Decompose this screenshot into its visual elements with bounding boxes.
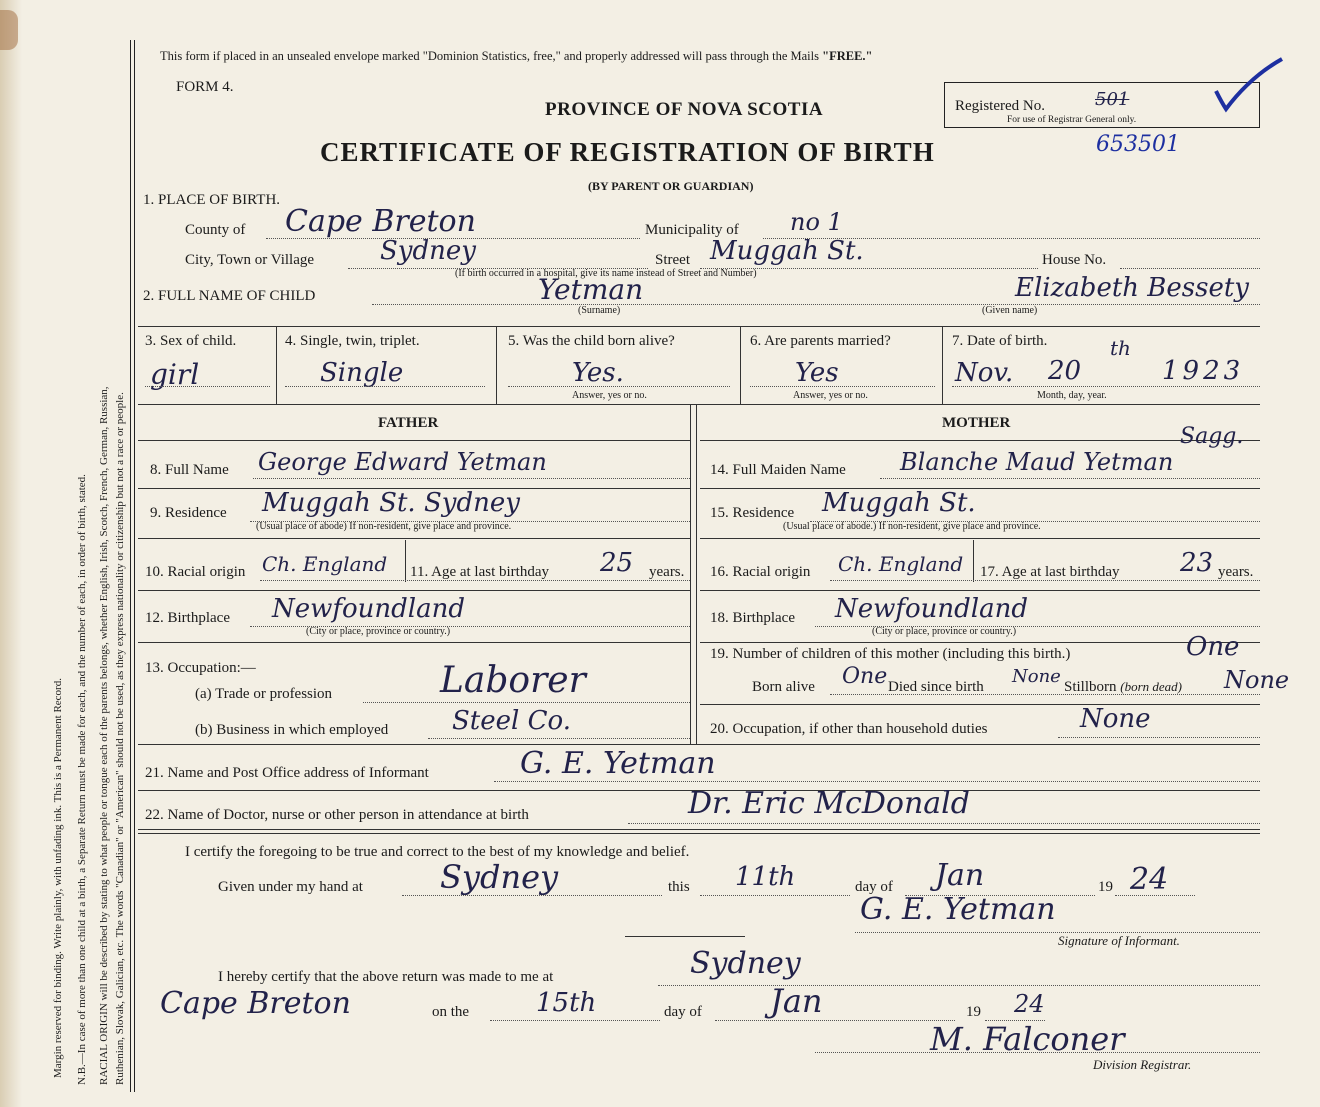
certification-this: this <box>668 879 690 895</box>
registrar-county: Cape Breton <box>160 986 351 1021</box>
mail-note <box>160 49 872 64</box>
mother-heading: MOTHER <box>942 415 1011 431</box>
born-alive-line <box>830 694 1260 695</box>
certification-year-prefix: 19 <box>1098 879 1113 895</box>
hospital-note: (If birth occurred in a hospital, give its name instead of Street and Number) <box>455 268 757 279</box>
married-line <box>750 386 935 387</box>
mother-age: 23 <box>1180 548 1214 578</box>
father-age: 25 <box>600 548 634 578</box>
child-given-note: (Given name) <box>982 305 1038 316</box>
informant-value: G. E. Yetman <box>520 746 716 781</box>
section-rule-parents-bottom <box>138 744 1260 745</box>
given-under-label: Given under my hand at <box>218 879 363 895</box>
married-answer: Yes <box>795 358 839 388</box>
father-rule-3 <box>138 590 690 591</box>
mother-name-label: 14. Full Maiden Name <box>710 462 846 478</box>
mother-residence-note: (Usual place of abode.) If non-resident, give place and province. <box>783 521 1041 532</box>
dob-note: Month, day, year. <box>1037 390 1107 401</box>
parents-divider-left <box>690 404 691 744</box>
col-divider-3 <box>740 326 741 404</box>
father-birthplace: Newfoundland <box>272 594 466 624</box>
father-trade: Laborer <box>440 660 586 701</box>
father-trade-line <box>363 702 690 703</box>
plurality-label: 4. Single, twin, triplet. <box>285 333 420 349</box>
house-number-label: House No. <box>1042 252 1107 268</box>
municipality-value: no 1 <box>790 208 843 236</box>
dob-line <box>952 386 1260 387</box>
child-surname: Yetman <box>538 273 644 306</box>
father-name-label: 8. Full Name <box>150 462 229 478</box>
father-age-divider <box>405 540 406 582</box>
registrar-signature-caption: Division Registrar. <box>1093 1057 1192 1072</box>
county-value: Cape Breton <box>285 204 476 239</box>
father-residence: Muggah St. Sydney <box>262 488 520 518</box>
street-value: Muggah St. <box>710 236 864 266</box>
row-rule-top <box>138 326 1260 327</box>
father-business-line <box>428 738 690 739</box>
father-heading: FATHER <box>378 415 439 431</box>
registered-label: Registered No. <box>955 98 1045 114</box>
father-age-unit: years. <box>649 564 685 580</box>
place-of-birth-heading: 1. PLACE OF BIRTH. <box>143 192 281 208</box>
mother-rule-5 <box>700 704 1260 705</box>
father-age-label: 11. Age at last birthday <box>410 564 549 580</box>
dob-label: 7. Date of birth. <box>952 333 1048 349</box>
doctor-label: 22. Name of Doctor, nurse or other person in attendance at birth <box>145 807 529 823</box>
col-divider-2 <box>496 326 497 404</box>
house-number-line <box>1120 268 1260 269</box>
registrar-year: 24 <box>1014 990 1045 1018</box>
registrar-place: Sydney <box>690 946 801 981</box>
mother-age-divider <box>973 540 974 582</box>
registered-struck-value: 501 <box>1095 89 1130 110</box>
mother-residence: Muggah St. <box>822 488 976 518</box>
father-trade-label: (a) Trade or profession <box>195 686 333 702</box>
sex-label: 3. Sex of child. <box>145 333 237 349</box>
child-name-label: 2. FULL NAME OF CHILD <box>143 288 316 304</box>
doctor-rule-1 <box>138 829 1260 830</box>
plurality-line <box>285 386 485 387</box>
certification-day-line <box>700 895 850 896</box>
mail-note-text: This form if placed in an unsealed envelope marked "Dominion Statistics, free," and properly addressed will pass through the Mails <box>160 49 823 63</box>
registrar-place-line <box>658 985 1260 986</box>
paper-edge <box>0 0 22 1107</box>
margin-note-binding: Margin reserved for binding. Write plainly, with unfading ink. This is a Permanent Record. <box>52 678 64 1078</box>
street-label: Street <box>655 252 690 268</box>
married-note: Answer, yes or no. <box>793 390 868 401</box>
registered-note: For use of Registrar General only. <box>1007 115 1137 125</box>
father-name-line <box>253 478 690 479</box>
father-heading-rule <box>138 440 690 441</box>
died-count: None <box>1012 666 1061 687</box>
father-rule-2 <box>138 538 690 539</box>
county-label: County of <box>185 222 246 238</box>
sex-line <box>145 386 270 387</box>
row-rule-bottom <box>138 404 1260 405</box>
informant-line <box>494 781 1260 782</box>
father-racial: Ch. England <box>262 552 388 576</box>
mother-name-correction: Sagg. <box>1180 424 1244 449</box>
mother-children-label: 19. Number of children of this mother (including this birth.) <box>710 646 1071 662</box>
city-value: Sydney <box>380 236 476 266</box>
doctor-value: Dr. Eric McDonald <box>688 786 970 821</box>
col-divider-1 <box>276 326 277 404</box>
informant-label: 21. Name and Post Office address of Informant <box>145 765 429 781</box>
dob-month: Nov. <box>955 358 1014 388</box>
sex-value: girl <box>150 358 200 391</box>
mother-birthplace: Newfoundland <box>835 594 1029 624</box>
father-business: Steel Co. <box>452 706 571 736</box>
registrar-signature: M. Falconer <box>930 1020 1125 1058</box>
informant-signature-rule <box>625 936 745 937</box>
certification-statement: I certify the foregoing to be true and correct to the best of my knowledge and belief. <box>185 844 690 860</box>
dob-suffix: th <box>1110 336 1131 360</box>
dob-year: 1923 <box>1162 356 1245 386</box>
born-alive-note: Answer, yes or no. <box>572 390 647 401</box>
form-number: FORM 4. <box>176 79 234 95</box>
born-alive-count: One <box>842 664 888 689</box>
checkmark-icon <box>1210 55 1290 115</box>
child-name-line <box>372 304 1260 305</box>
mother-heading-rule <box>700 440 1260 441</box>
certificate-subtitle: (BY PARENT OR GUARDIAN) <box>588 179 754 193</box>
municipality-label: Municipality of <box>645 222 739 238</box>
father-racial-line <box>260 580 690 581</box>
mother-occupation: None <box>1080 704 1151 734</box>
mother-birthplace-label: 18. Birthplace <box>710 610 795 626</box>
died-label: Died since birth <box>888 679 984 695</box>
mother-birthplace-note: (City or place, province or country.) <box>872 626 1017 637</box>
city-label: City, Town or Village <box>185 252 315 268</box>
handwritten-registration-number: 653501 <box>1096 132 1180 157</box>
margin-note-racial-origin-2: Ruthenian, Slovak, Galician, etc. The words "Canadian" or "American" should not be used, as they express nationality or citizenship but not a race or people. <box>114 392 126 1085</box>
registrar-day: 15th <box>536 988 597 1018</box>
stillborn-note: (born dead) <box>1120 679 1183 694</box>
margin-note-multiple-births: N.B.—In case of more than one child at a birth, a Separate Return must be made for each, and the number of each, in order of birth, stated. <box>76 474 88 1085</box>
father-name: George Edward Yetman <box>258 448 547 476</box>
informant-signature: G. E. Yetman <box>860 892 1056 927</box>
doctor-rule-2 <box>138 833 1260 834</box>
stillborn-label-text: Stillborn <box>1064 679 1117 695</box>
certification-place: Sydney <box>440 858 559 896</box>
mother-racial-label: 16. Racial origin <box>710 564 811 580</box>
informant-signature-caption: Signature of Informant. <box>1058 933 1180 948</box>
father-occupation-label: 13. Occupation:— <box>145 660 256 676</box>
stillborn-count: None <box>1224 666 1290 694</box>
certification-day-of: day of <box>855 879 893 895</box>
born-alive-label: Born alive <box>752 679 815 695</box>
certification-year-line <box>1115 895 1195 896</box>
mother-occupation-label: 20. Occupation, if other than household duties <box>710 721 988 737</box>
child-given-name: Elizabeth Bessety <box>1015 273 1249 303</box>
registrar-on-the: on the <box>432 1004 470 1020</box>
certification-year: 24 <box>1130 862 1169 897</box>
dob-day: 20 <box>1048 356 1082 386</box>
born-alive-question: 5. Was the child born alive? <box>508 333 675 349</box>
father-residence-note: (Usual place of abode) If non-resident, give place and province. <box>256 521 512 532</box>
certification-place-line <box>402 895 662 896</box>
married-question: 6. Are parents married? <box>750 333 891 349</box>
mother-name: Blanche Maud Yetman <box>900 448 1174 476</box>
mother-rule-2 <box>700 538 1260 539</box>
registrar-signature-line <box>815 1052 1260 1053</box>
father-rule-4 <box>138 642 690 643</box>
mother-rule-1 <box>700 488 1260 489</box>
registrar-year-prefix: 19 <box>966 1004 981 1020</box>
father-racial-label: 10. Racial origin <box>145 564 246 580</box>
child-surname-note: (Surname) <box>578 305 621 316</box>
parents-divider-right <box>696 404 697 744</box>
certification-day: 11th <box>735 862 796 892</box>
born-alive-line <box>508 386 730 387</box>
province-title: PROVINCE OF NOVA SCOTIA <box>545 99 824 120</box>
registrar-day-of: day of <box>664 1004 702 1020</box>
doctor-line <box>628 823 1260 824</box>
registrar-month: Jan <box>770 982 823 1020</box>
father-residence-label: 9. Residence <box>150 505 227 521</box>
mother-racial: Ch. England <box>838 552 964 576</box>
born-alive-answer: Yes. <box>572 358 624 388</box>
mother-children: One <box>1186 632 1240 662</box>
plurality-value: Single <box>320 358 404 388</box>
mother-age-label: 17. Age at last birthday <box>980 564 1120 580</box>
mother-rule-4 <box>700 642 1260 643</box>
col-divider-4 <box>942 326 943 404</box>
ink-stain <box>0 10 18 50</box>
certification-month: Jan <box>935 858 985 893</box>
father-birthplace-label: 12. Birthplace <box>145 610 230 626</box>
certificate-title: CERTIFICATE OF REGISTRATION OF BIRTH <box>320 137 935 167</box>
binding-rule <box>130 40 135 1092</box>
registrar-statement: I hereby certify that the above return was made to me at <box>218 969 554 985</box>
father-birthplace-note: (City or place, province or country.) <box>306 626 451 637</box>
registrar-day-line <box>490 1020 660 1021</box>
mother-racial-line <box>830 580 1260 581</box>
father-business-label: (b) Business in which employed <box>195 722 389 738</box>
mail-note-free: "FREE." <box>822 49 873 63</box>
mother-name-line <box>880 478 1260 479</box>
mother-rule-3 <box>700 590 1260 591</box>
margin-note-racial-origin-1: RACIAL ORIGIN will be described by stating to what people or tongue each of the parents belongs, whether English, Irish, Scotch, French, German, Russian, <box>98 386 110 1085</box>
mother-residence-label: 15. Residence <box>710 505 795 521</box>
registrar-month-line <box>715 1020 955 1021</box>
mother-age-unit: years. <box>1218 564 1254 580</box>
mother-occupation-line <box>1058 737 1260 738</box>
